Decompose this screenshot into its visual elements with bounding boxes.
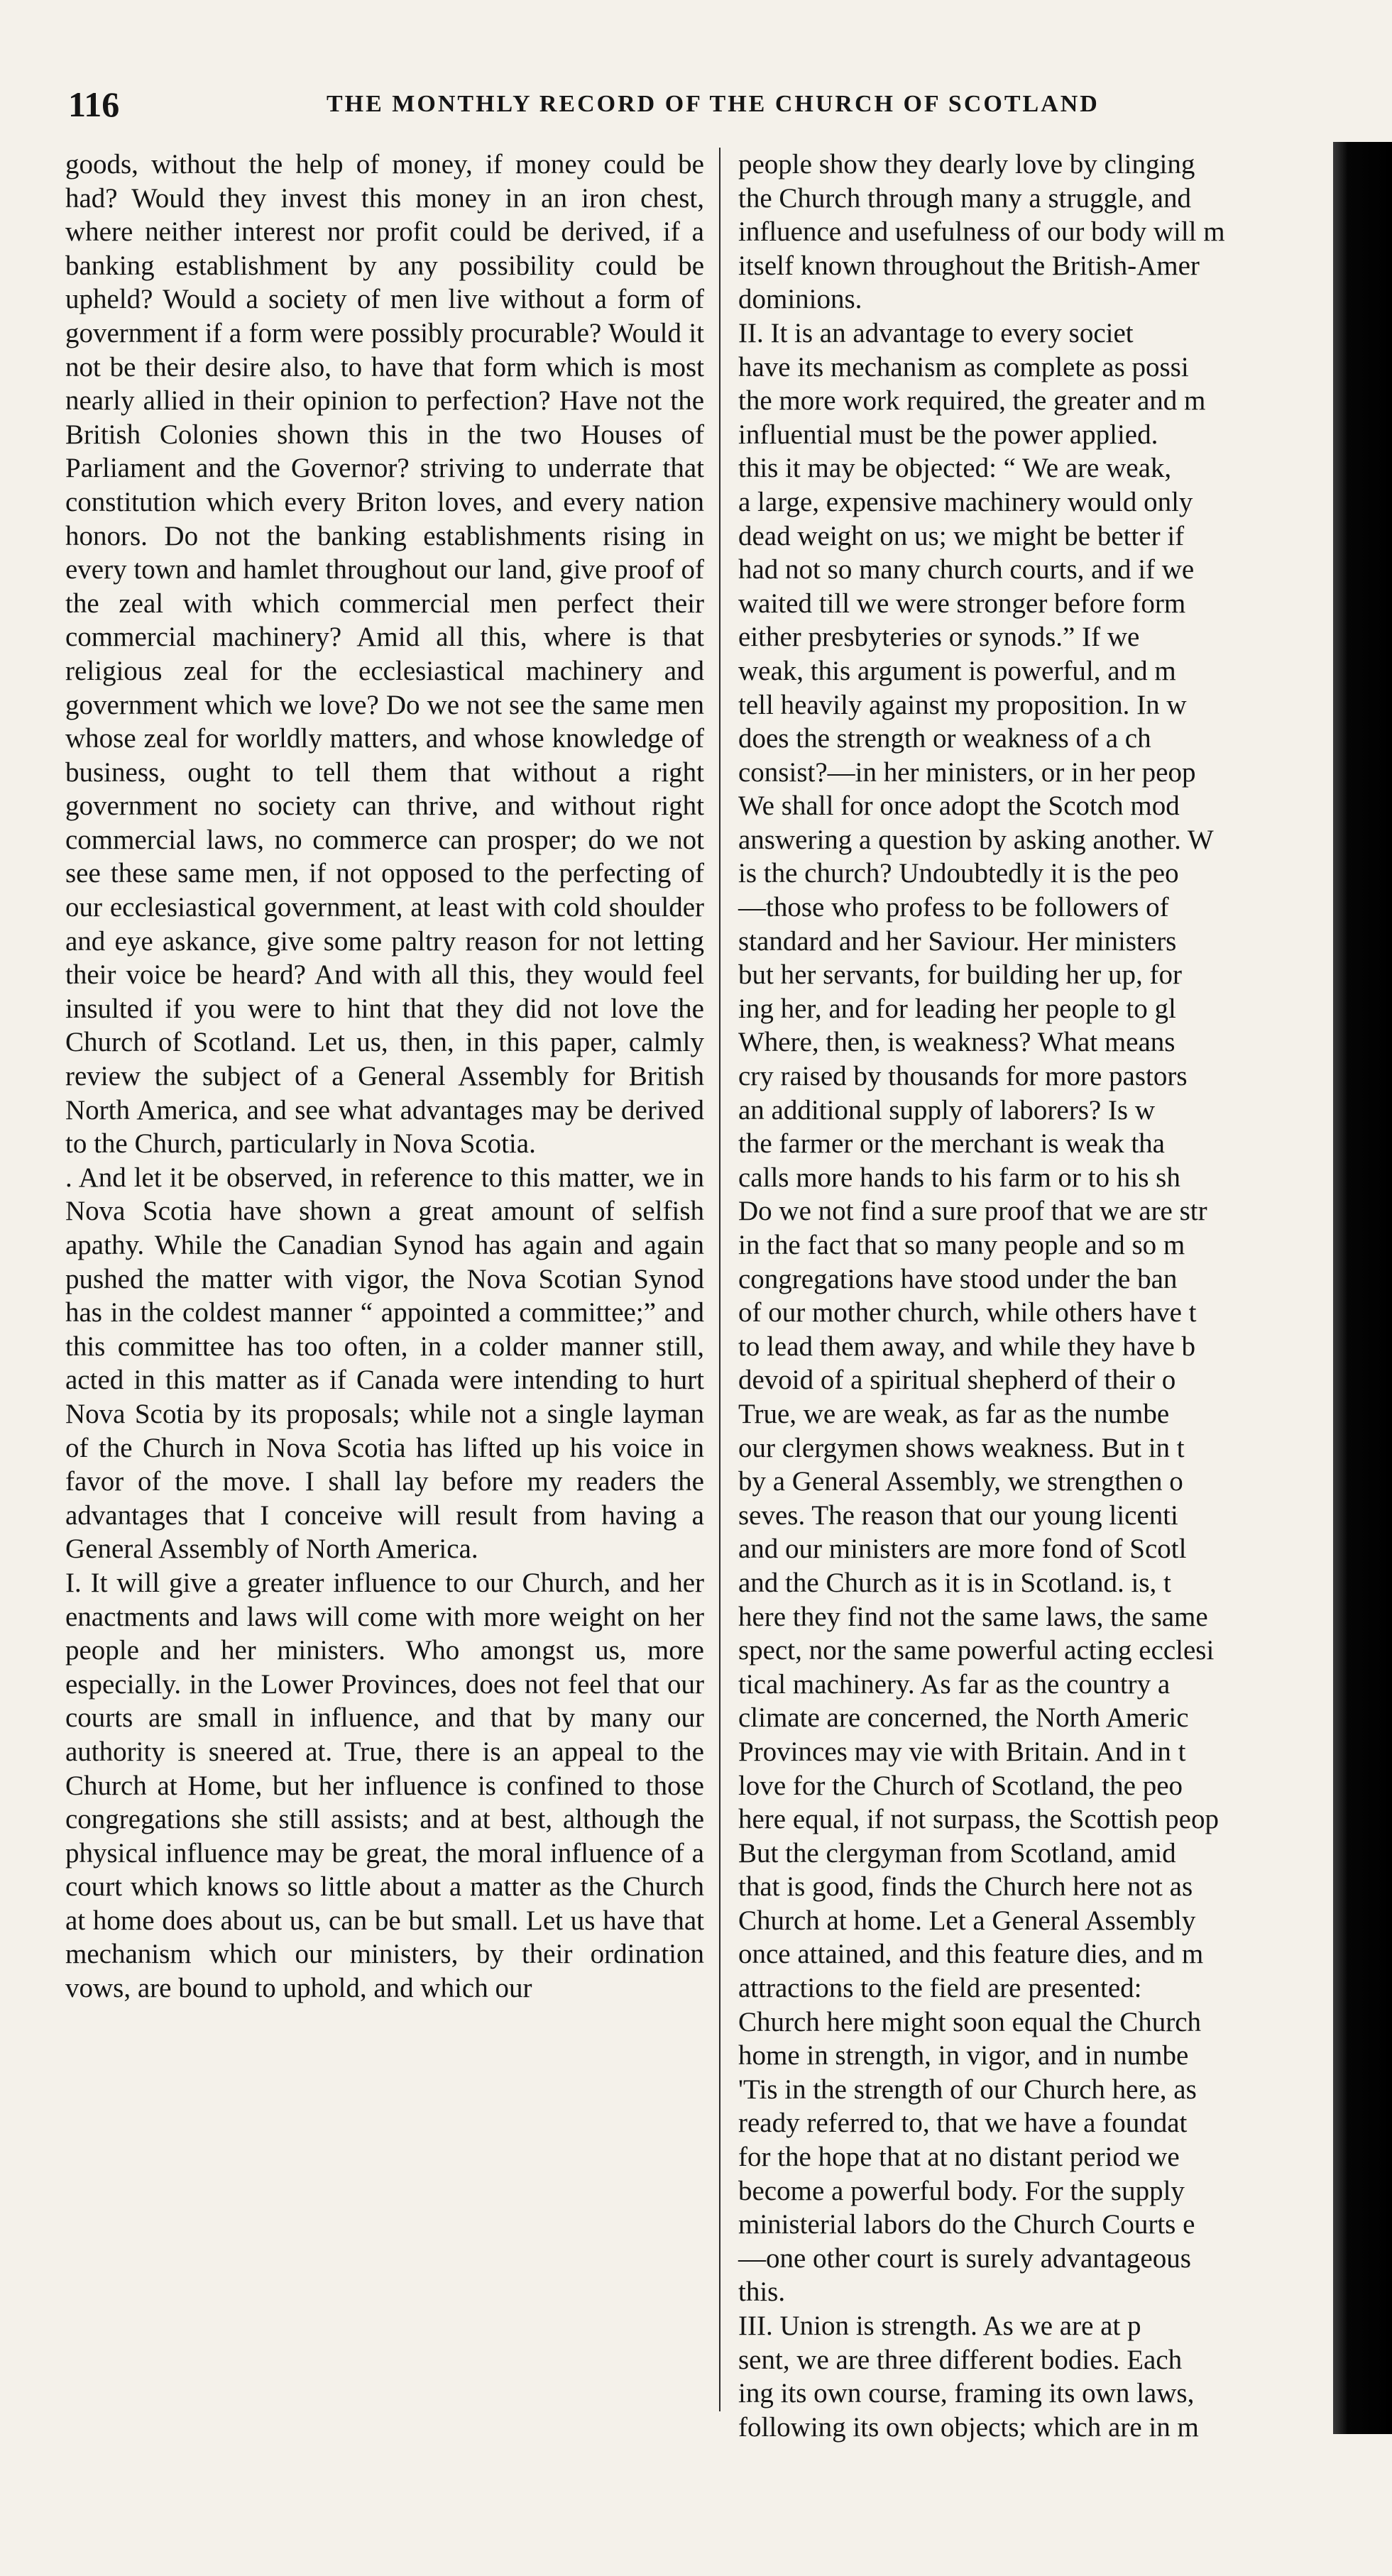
text-line: an additional supply of laborers? Is w [738, 1094, 1156, 1125]
text-line: II. It is an advantage to every societ [738, 317, 1134, 348]
text-line: to lead them away, and while they have b [738, 1331, 1195, 1362]
text-line: itself known throughout the British-Amer [738, 250, 1200, 281]
text-line: ing her, and for leading her people to gl [738, 993, 1176, 1024]
paragraph: I. It will give a greater influence to our Church, and her enactments and laws will come with more weight on her people and her ministers. Who amongst us, more especially. in the Lower Provinces, does not feel that our courts are small in influence, and that by many our authority is sneered at. True, there is an appeal to the Church at Home, but her influence is confined to those congregations she still assists; and at best, although the physical influence may be great, the moral influence of a court which knows so little about a matter as the Church at home does about us, can be but small. Let us have that mechanism which our ministers, by their ordination vows, are bound to uphold, and which our [65, 1567, 704, 2004]
text-line: in the fact that so many people and so m [738, 1230, 1185, 1260]
running-title: THE MONTHLY RECORD OF THE CHURCH OF SCOTLAND [327, 91, 1100, 117]
text-line: Church at home. Let a General Assembly [738, 1905, 1196, 1936]
text-line: that is good, finds the Church here not as [738, 1871, 1193, 1903]
text-line: influence and usefulness of our body will m [738, 216, 1225, 248]
text-line: —one other court is surely advantageous [738, 2242, 1191, 2274]
text-line: Do we not find a sure proof that we are str [738, 1196, 1207, 1227]
text-line: for the hope that at no distant period we [738, 2142, 1180, 2173]
text-line: We shall for once adopt the Scotch mod [738, 791, 1180, 822]
text-line: True, we are weak, as far as the numbe [738, 1398, 1170, 1429]
text-line: calls more hands to his farm or to his sh [738, 1162, 1180, 1193]
text-line: standard and her Saviour. Her ministers [738, 925, 1177, 957]
text-line: consist?—in her ministers, or in her peop [738, 756, 1196, 788]
text-line: tical machinery. As far as the country a [738, 1668, 1171, 1700]
paragraph: goods, without the help of money, if money could be had? Would they invest this money in an iron chest, where neither interest nor profit could be derived, if a banking establishment by any possibility could be upheld? Would a society of men live without a form of government if a form were possibly procurable? Would it not be their desire also, to have that form which is most nearly allied in their opinion to perfection? Have not the British Colonies shown this in the two Houses of Parliament and the Governor? striving to underrate that constitution which every Briton loves, and every nation honors. Do not the banking establishments rising in every town and hamlet throughout our land, give proof of the zeal with which commercial men perfect their commercial machinery? Amid all this, where is that religious zeal for the ecclesiastical machinery and government which we love? Do we not see the same men whose zeal for worldly matters, and whose knowledge of business, ought to tell them that without a right government no society can thrive, and without right commercial laws, no commerce can prosper; do we not see these same men, if not opposed to the perfecting of our ecclesiastical government, at least with cold shoulder and eye askance, give some paltry reason for not letting their voice be heard? And with all this, they would feel insulted if you were to hint that they did not love the Church of Scotland. Let us, then, in this paper, calmly review the subject of a General Assembly for British North America, and see what advantages may be derived to the Church, particularly in Nova Scotia. [65, 149, 704, 1160]
page-number: 116 [68, 84, 120, 124]
text-line: this it may be objected: “ We are weak, [738, 453, 1172, 484]
paragraph: . And let it be observed, in reference to this matter, we in Nova Scotia have shown a great amount of selfish apathy. While the Canadian Synod has again and again pushed the matter with vigor, the Nova Scotian Synod has in the coldest manner “ appointed a committee;” and this committee has too often, in a colder manner still, acted in this matter as if Canada were intending to hurt Nova Scotia by its proposals; while not a single layman of the Church in Nova Scotia has lifted up his voice in favor of the move. I shall lay before my readers the advantages that I conceive will result from having a General Assembly of North America. [65, 1162, 704, 1565]
text-line: 'Tis in the strength of our Church here, as [738, 2074, 1197, 2105]
text-line: but her servants, for building her up, for [738, 959, 1182, 991]
text-line: have its mechanism as complete as possi [738, 351, 1189, 382]
text-line: following its own objects; which are in m [738, 2411, 1199, 2443]
text-line: tell heavily against my proposition. In w [738, 689, 1187, 720]
text-line: influential must be the power applied. [738, 419, 1158, 450]
text-line: and our ministers are more fond of Scotl [738, 1534, 1187, 1565]
text-line: of our mother church, while others have t [738, 1297, 1197, 1328]
text-line: ready referred to, that we have a foundat [738, 2108, 1188, 2139]
text-line: home in strength, in vigor, and in numbe [738, 2040, 1189, 2071]
text-line: had not so many church courts, and if we [738, 554, 1195, 585]
right-column [738, 148, 1335, 2443]
text-line: ing its own course, framing its own laws, [738, 2378, 1195, 2409]
text-line: the Church through many a struggle, and [738, 182, 1191, 214]
text-line: spect, nor the same powerful acting ecclesi [738, 1635, 1215, 1666]
text-line: devoid of a spiritual shepherd of their o [738, 1365, 1176, 1396]
text-line: love for the Church of Scotland, the peo [738, 1770, 1183, 1801]
text-line: here equal, if not surpass, the Scottish peop [738, 1804, 1219, 1835]
left-column [65, 148, 704, 2411]
text-line: a large, expensive machinery would only [738, 486, 1193, 517]
text-line: Provinces may vie with Britain. And in t [738, 1736, 1186, 1767]
text-line: answering a question by asking another. W [738, 824, 1214, 855]
column-divider [719, 148, 720, 2411]
text-line: climate are concerned, the North Americ [738, 1702, 1189, 1734]
text-line: congregations have stood under the ban [738, 1263, 1178, 1294]
text-line: sent, we are three different bodies. Each [738, 2344, 1183, 2375]
text-line: cry raised by thousands for more pastors [738, 1061, 1188, 1092]
text-line: dominions. [738, 284, 862, 315]
binding-shadow [1333, 142, 1392, 2434]
text-line: weak, this argument is powerful, and m [738, 655, 1176, 686]
text-line: —those who profess to be followers of [738, 892, 1169, 923]
text-line: the more work required, the greater and m [738, 385, 1206, 417]
text-line: ministerial labors do the Church Courts e [738, 2209, 1195, 2240]
text-line: this. [738, 2277, 786, 2308]
text-line: Church here might soon equal the Church [738, 2006, 1202, 2037]
text-line: is the church? Undoubtedly it is the peo [738, 858, 1179, 889]
text-line: the farmer or the merchant is weak tha [738, 1128, 1165, 1160]
text-line: does the strength or weakness of a ch [738, 723, 1151, 754]
text-line: by a General Assembly, we strengthen o [738, 1466, 1183, 1497]
text-line: people show they dearly love by clinging [738, 149, 1195, 180]
text-line: attractions to the field are presented: [738, 1973, 1142, 2004]
text-line: seves. The reason that our young licenti [738, 1499, 1178, 1531]
text-line: Where, then, is weakness? What means [738, 1027, 1175, 1058]
text-line: waited till we were stronger before form [738, 588, 1186, 619]
text-line: III. Union is strength. As we are at p [738, 2311, 1141, 2341]
text-line: become a powerful body. For the supply [738, 2175, 1185, 2206]
text-line: our clergymen shows weakness. But in t [738, 1432, 1185, 1463]
text-line: either presbyteries or synods.” If we [738, 622, 1140, 653]
text-line: But the clergyman from Scotland, amid [738, 1837, 1176, 1868]
page-header [64, 84, 1335, 126]
text-line: here they find not the same laws, the same [738, 1601, 1208, 1632]
text-line: and the Church as it is in Scotland. is, t [738, 1567, 1171, 1598]
text-line: dead weight on us; we might be better if [738, 520, 1185, 551]
text-line: once attained, and this feature dies, and m [738, 1939, 1204, 1970]
